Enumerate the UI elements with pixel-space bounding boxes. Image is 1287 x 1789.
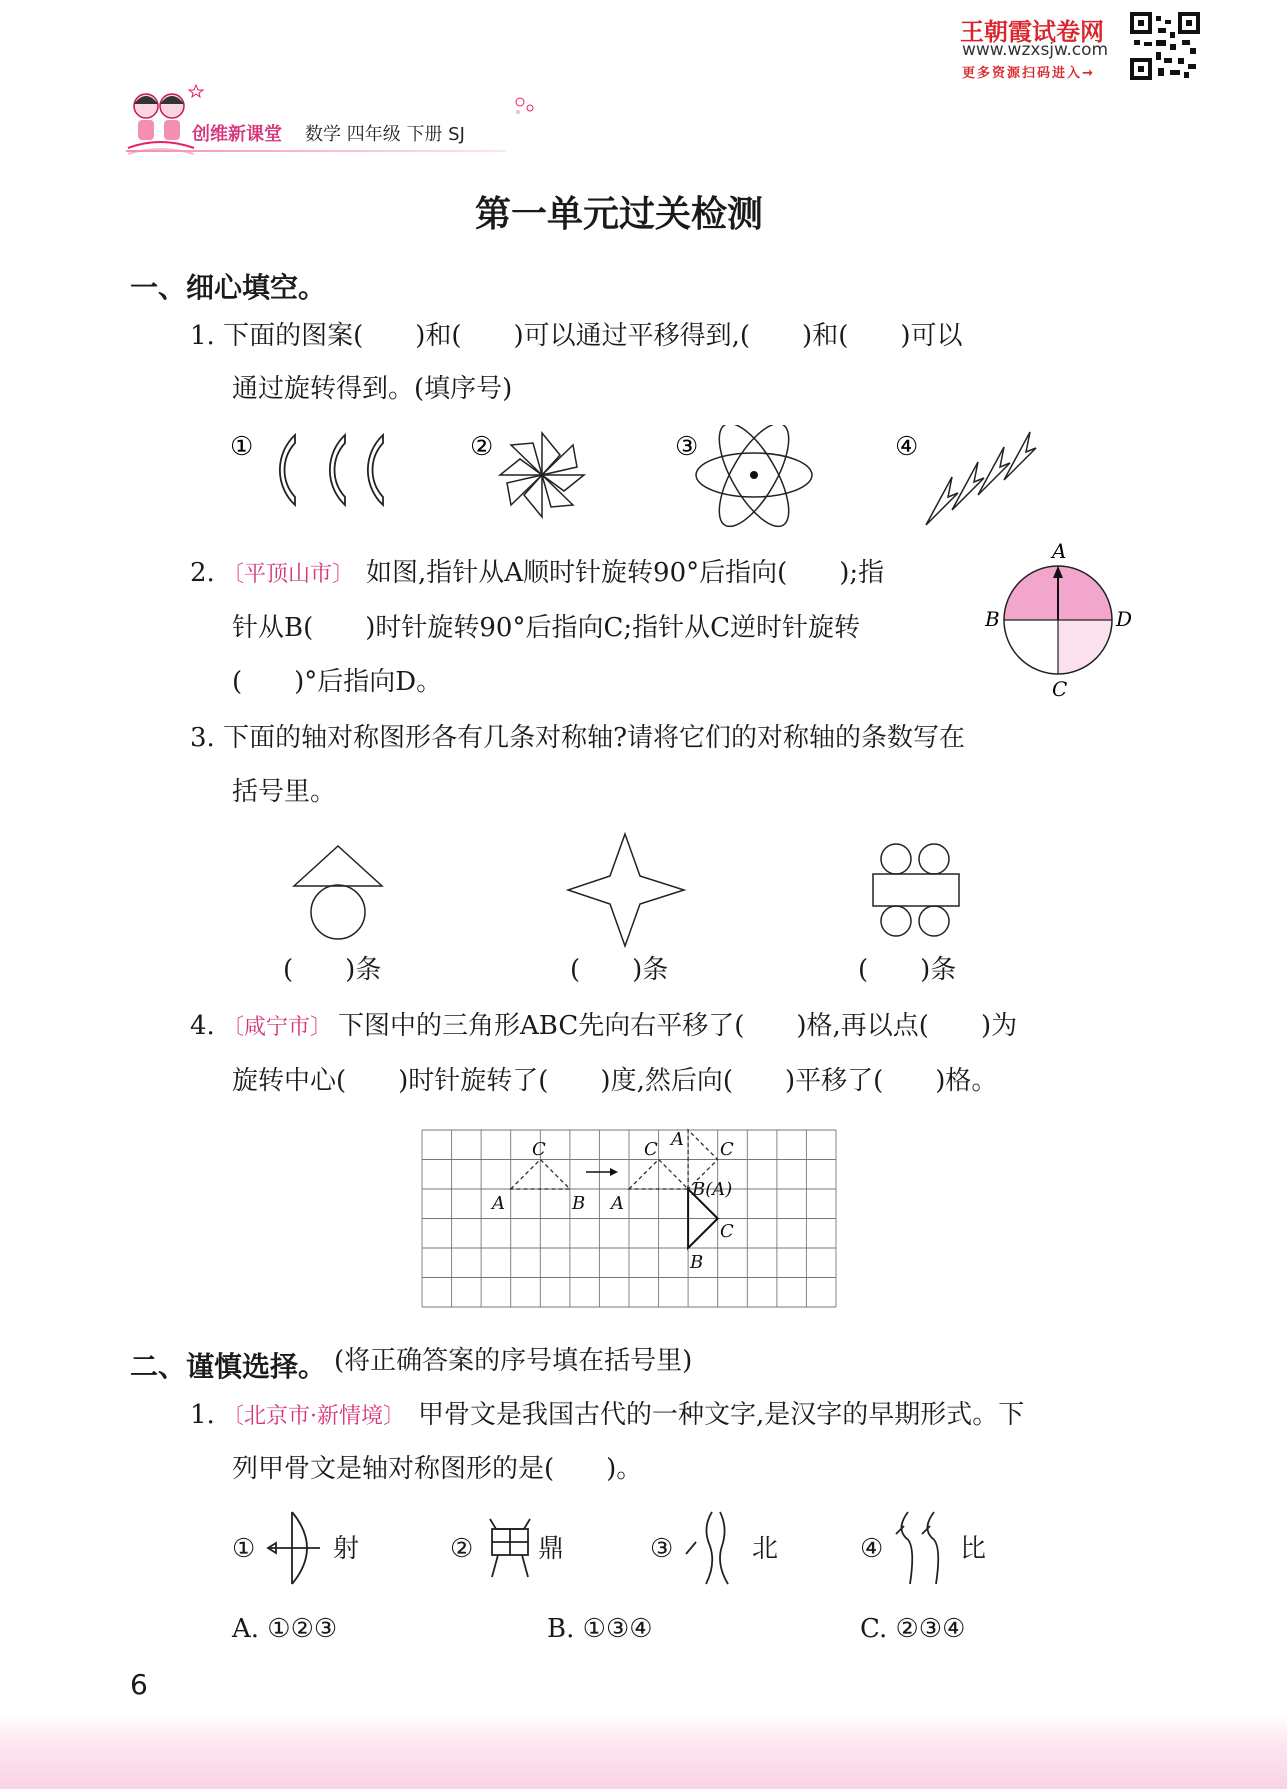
qr-code-icon [1130,12,1200,80]
rect-circles-figure [873,844,959,936]
oracle-item-3-num: ③ [650,1534,674,1564]
watermark-url: www.wzxsjw.com [962,40,1109,60]
grid-label-a2: A [611,1193,624,1214]
q2-line2: 针从B( )时针旋转90°后指向C;指针从C逆时针旋转 [232,613,861,643]
grid-label-b1: B [572,1193,586,1214]
q3-line2: 括号里。 [232,777,337,807]
oracle-item-3-char: 北 [752,1534,779,1564]
page-number: 6 [130,1668,148,1701]
q2-line3: ( )°后指向D。 [232,667,443,697]
q2-tag: 〔平顶山市〕 [222,562,355,587]
option-c: C. ②③④ [860,1614,966,1644]
q1-label-1: ① [230,432,254,462]
q3-answer-3: ( )条 [858,955,957,985]
option-b: B. ①③④ [547,1614,653,1644]
section2-note: (将正确答案的序号填在括号里) [334,1346,693,1376]
s2q1-line2: 列甲骨文是轴对称图形的是( )。 [232,1454,643,1484]
s2q1-num: 1. [190,1400,215,1430]
s2q1-line1: 甲骨文是我国古代的一种文字,是汉字的早期形式。下 [418,1400,1025,1430]
option-a: A. ①②③ [232,1614,338,1644]
four-point-star-figure [568,834,684,946]
mascot-children-icon [124,86,196,158]
dial-point-a: A [1052,540,1067,563]
atom-shape [696,425,812,536]
grid-label-ba: B(A) [692,1179,733,1200]
q2-num: 2. [190,558,215,588]
dial-point-c: C [1052,677,1068,700]
grid-label-a3: A [671,1129,684,1150]
section1-heading: 一、细心填空。 [130,271,327,304]
oracle-bi-glyph [890,1508,960,1588]
q2-line1: 如图,指针从A顺时针旋转90°后指向( );指 [366,558,885,588]
moon-shapes [280,435,383,505]
oracle-ding-glyph [480,1515,540,1585]
header-book-info: 数学 四年级 下册 SJ [305,124,465,145]
q3-line1: 3. 下面的轴对称图形各有几条对称轴?请将它们的对称轴的条数写在 [190,723,966,753]
header-brand: 创维新课堂 [192,124,282,145]
q1-figures [220,425,1120,540]
oracle-item-2-num: ② [450,1534,474,1564]
oracle-she-glyph [262,1508,332,1588]
q4-line1: 下图中的三角形ABC先向右平移了( )格,再以点( )为 [338,1011,1018,1041]
section2-heading: 二、谨慎选择。 [130,1350,327,1383]
q4-num: 4. [190,1011,215,1041]
grid-lines [422,1130,836,1307]
pinwheel-shape [500,433,584,517]
watermark-site-name: 王朝霞试卷网 [960,18,1104,46]
arrow-shapes [926,432,1036,525]
q1-line1: 1. 下面的图案( )和( )可以通过平移得到,( )和( )可以 [190,321,963,351]
star-icon [188,84,204,98]
oracle-bei-glyph [680,1508,750,1588]
oracle-item-4-char: 比 [960,1534,987,1564]
footer-band [0,1715,1287,1789]
grid-label-c3: C [720,1139,734,1160]
q3-symmetry-figures [280,828,1000,948]
q4-tag: 〔咸宁市〕 [222,1015,333,1040]
dial-point-b: B [985,607,1000,631]
q1-label-4: ④ [895,432,919,462]
flower-icon [510,92,540,118]
q3-answer-1: ( )条 [283,955,382,985]
grid-label-c2: C [644,1139,658,1160]
q1-label-3: ③ [675,432,699,462]
grid-label-c1: C [532,1139,546,1160]
page-title: 第一单元过关检测 [475,194,764,235]
triangle-circle-figure [294,846,382,939]
grid-label-b2: B [690,1252,704,1273]
header-divider [126,150,506,152]
oracle-item-2-char: 鼎 [538,1534,565,1564]
oracle-item-4-num: ④ [860,1534,884,1564]
q1-label-2: ② [470,432,494,462]
watermark-more: 更多资源扫码进入→ [962,66,1095,81]
oracle-item-1-char: 射 [333,1534,360,1564]
s2q1-tag: 〔北京市·新情境〕 [222,1404,405,1429]
q1-line2: 通过旋转得到。(填序号) [232,374,513,404]
q4-line2: 旋转中心( )时针旋转了( )度,然后向( )平移了( )格。 [232,1066,998,1096]
oracle-item-1-num: ① [232,1534,256,1564]
translate-arrow-icon [610,1168,618,1176]
q2-pointer-dial [985,540,1135,700]
grid-label-a1: A [492,1193,505,1214]
dial-point-d: D [1116,607,1133,631]
q4-grid-figure [420,1128,840,1310]
grid-label-c4: C [720,1221,734,1242]
q3-answer-2: ( )条 [570,955,669,985]
